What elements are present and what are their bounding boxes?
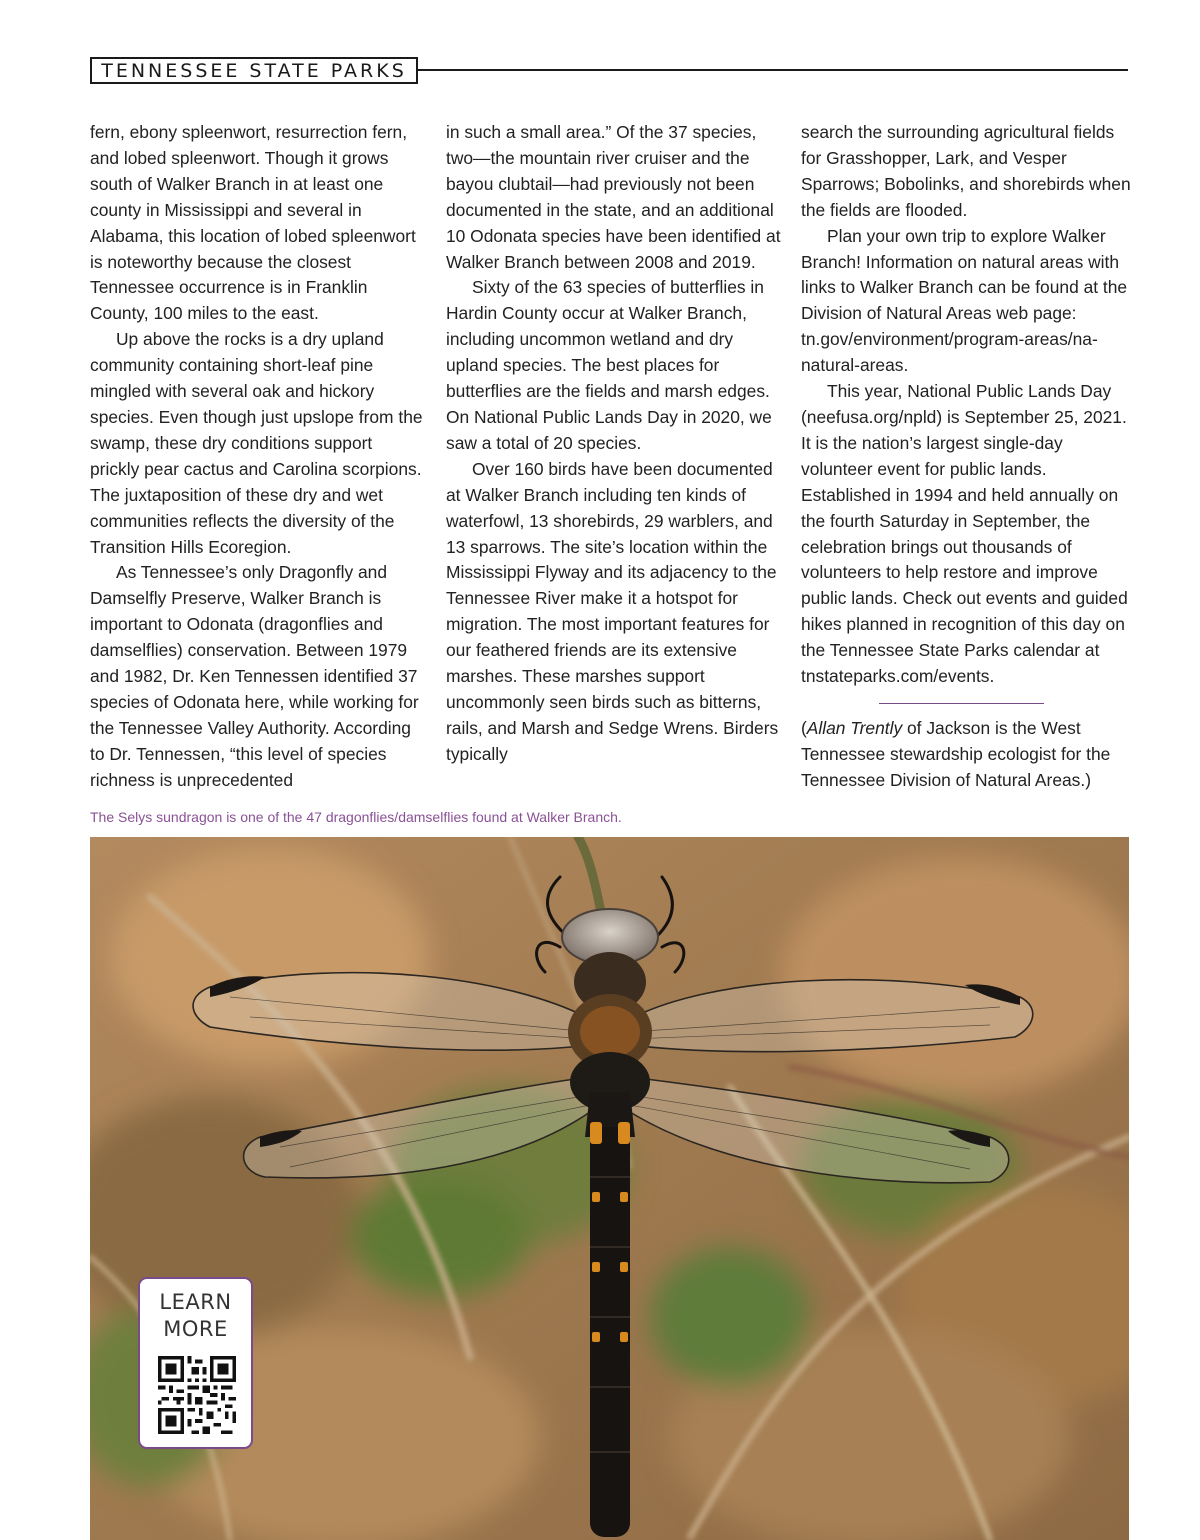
paragraph: Plan your own trip to explore Walker Branch! Information on natural areas with links to Walker Branch can be found at the Division of Natural Areas web page: tn.gov/environment/program-areas/na-natural-areas.: [801, 225, 1128, 376]
paragraph: Sixty of the 63 species of butterflies in Hardin County occur at Walker Branch, including uncommon wetland and dry upland species. The best places for butterflies are the fields and marsh edges. On National Public Lands Day in 2020, we saw a total of 20 species.: [446, 277, 772, 453]
paragraph: This year, National Public Lands Day (neefusa.org/npld) is September 25, 2021. It is the nation’s largest single-day volunteer event for public lands. Established in 1994 and held annually on the fourth Saturday in September, the celebration brings out thousands of volunteers to help restore and improve public lands. Check out events and guided hikes planned in recognition of this day on the Tennessee State Parks calendar at tnstateparks.com/events.: [801, 381, 1128, 687]
learn-more-line1: LEARN: [159, 1290, 232, 1314]
photo-caption: The Selys sundragon is one of the 47 dragonflies/damselflies found at Walker Branch.: [90, 809, 622, 825]
header-rule: [418, 69, 1128, 71]
qr-code-icon[interactable]: [158, 1356, 236, 1434]
article-column-3: [801, 120, 1136, 794]
author-bio-divider: [879, 703, 1044, 704]
paragraph: search the surrounding agricultural fields for Grasshopper, Lark, and Vesper Sparrows; Bobolinks, and shorebirds when the fields are flooded.: [801, 122, 1131, 220]
paragraph: fern, ebony spleenwort, resurrection fern, and lobed spleenwort. Though it grows south of Walker Branch in at least one county in Mississippi and several in Alabama, this location of lobed spleenwort is noteworthy because the closest Tennessee occurrence is in Franklin County, 100 miles to the east.: [90, 122, 416, 324]
section-title: TENNESSEE STATE PARKS: [101, 59, 407, 82]
bio-open-paren: (: [801, 717, 807, 738]
paragraph: in such a small area.” Of the 37 species, two—the mountain river cruiser and the bayou clubtail—had previously not been documented in the state, and an additional 10 Odonata species have been identified at Walker Branch between 2008 and 2019.: [446, 122, 781, 272]
author-bio: [801, 716, 1136, 794]
bio-text: of Jackson is the West Tennessee stewardship ecologist for the Tennessee Division of Natural Areas.): [801, 717, 1111, 790]
paragraph: As Tennessee’s only Dragonfly and Damselfly Preserve, Walker Branch is important to Odonata (dragonflies and damselflies) conservation. Between 1979 and 1982, Dr. Ken Tennessen identified 37 species of Odonata here, while working for the Tennessee Valley Authority. According to Dr. Tennessen, “this level of species richness is unprecedented: [90, 562, 419, 790]
learn-more-label: [140, 1289, 251, 1343]
section-header: [90, 57, 418, 84]
learn-more-card[interactable]: [138, 1277, 253, 1449]
article-column-1: [90, 120, 425, 794]
paragraph: Over 160 birds have been documented at Walker Branch including ten kinds of waterfowl, 13 shorebirds, 29 warblers, and 13 sparrows. The site’s location within the Mississippi Flyway and its adjacency to the Tennessee River make it a hotspot for migration. The most important features for our feathered friends are its extensive marshes. These marshes support uncommonly seen birds such as bitterns, rails, and Marsh and Sedge Wrens. Birders typically: [446, 458, 779, 764]
author-name: Allan Trently: [806, 717, 903, 738]
article-column-2: [446, 120, 781, 768]
paragraph: Up above the rocks is a dry upland community containing short-leaf pine mingled with several oak and hickory species. Even though just upslope from the swamp, these dry conditions support prickly pear cactus and Carolina scorpions. The juxtaposition of these dry and wet communities reflects the diversity of the Transition Hills Ecoregion.: [90, 329, 423, 557]
learn-more-line2: MORE: [163, 1317, 228, 1341]
